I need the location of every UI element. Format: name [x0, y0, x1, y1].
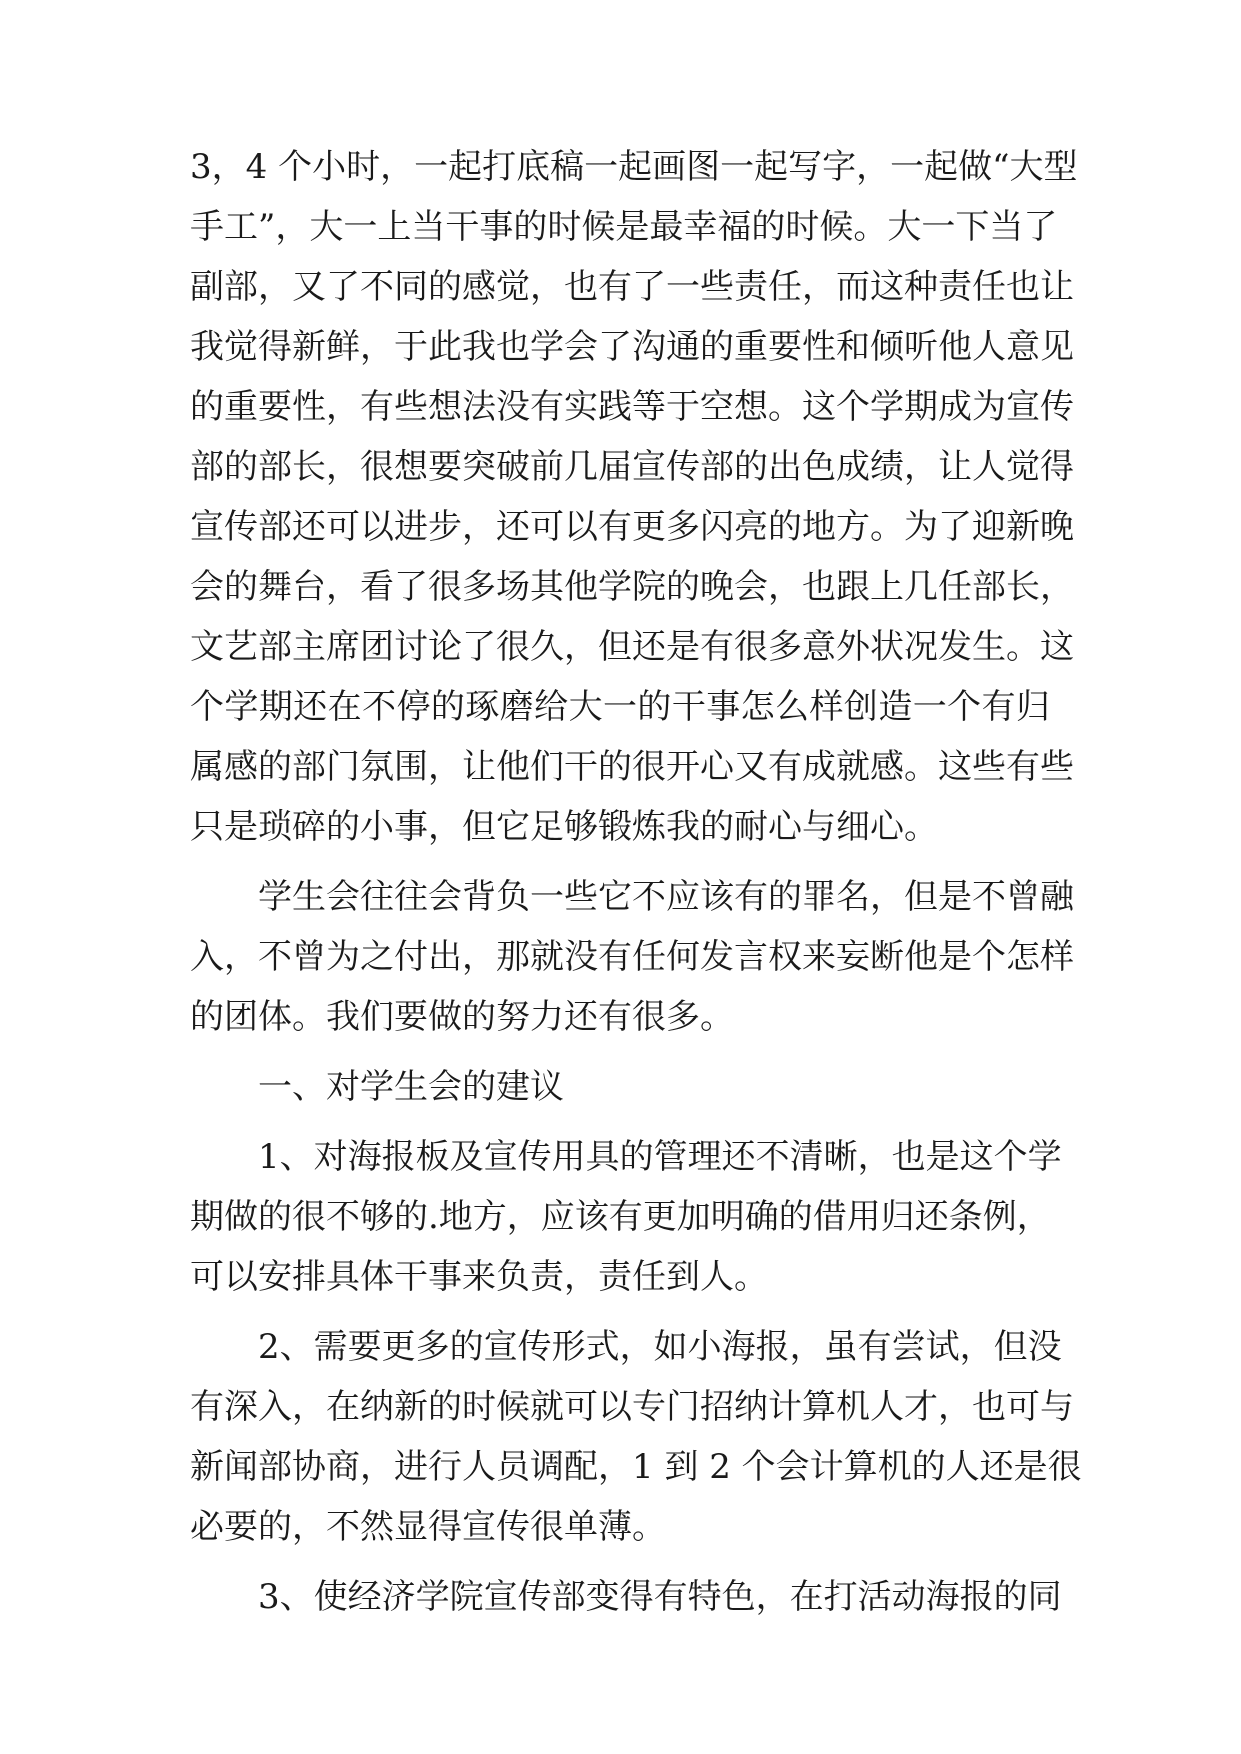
list-item-first-line: 2、需要更多的宣传形式，如小海报，虽有尝试，但没 [258, 1327, 1062, 1367]
text-line: 可以安排具体干事来负责，责任到人。 [190, 1257, 768, 1297]
text-line: 3，4 个小时，一起打底稿一起画图一起写字，一起做“大型 [190, 147, 1078, 187]
text-line: 入，不曾为之付出，那就没有任何发言权来妄断他是个怎样 [190, 937, 1074, 977]
text-line: 我觉得新鲜，于此我也学会了沟通的重要性和倾听他人意见 [190, 327, 1074, 367]
text-line: 手工”，大一上当干事的时候是最幸福的时候。大一下当了 [190, 207, 1058, 247]
text-line: 个学期还在不停的琢磨给大一的干事怎么样创造一个有归 [190, 687, 1050, 727]
text-line: 文艺部主席团讨论了很久，但还是有很多意外状况发生。这 [190, 627, 1074, 667]
section-heading: 一、对学生会的建议 [258, 1067, 564, 1107]
paragraph-first-line: 学生会往往会背负一些它不应该有的罪名，但是不曾融 [258, 877, 1074, 917]
text-line: 的团体。我们要做的努力还有很多。 [190, 997, 734, 1037]
text-line: 只是琐碎的小事，但它足够锻炼我的耐心与细心。 [190, 807, 938, 847]
text-line: 有深入，在纳新的时候就可以专门招纳计算机人才，也可与 [190, 1387, 1074, 1427]
text-line: 部的部长，很想要突破前几届宣传部的出色成绩，让人觉得 [190, 447, 1074, 487]
text-line: 宣传部还可以进步，还可以有更多闪亮的地方。为了迎新晚 [190, 507, 1074, 547]
text-line: 的重要性，有些想法没有实践等于空想。这个学期成为宣传 [190, 387, 1074, 427]
text-line: 属感的部门氛围，让他们干的很开心又有成就感。这些有些 [190, 747, 1074, 787]
text-line: 会的舞台，看了很多场其他学院的晚会，也跟上几任部长， [190, 567, 1074, 607]
list-item-first-line: 3、使经济学院宣传部变得有特色，在打活动海报的同 [258, 1577, 1062, 1617]
text-line: 期做的很不够的.地方，应该有更加明确的借用归还条例， [190, 1197, 1051, 1237]
text-line: 新闻部协商，进行人员调配，1 到 2 个会计算机的人还是很 [190, 1447, 1082, 1487]
text-line: 副部，又了不同的感觉，也有了一些责任，而这种责任也让 [190, 267, 1074, 307]
text-line: 必要的，不然显得宣传很单薄。 [190, 1507, 666, 1547]
list-item-first-line: 1、对海报板及宣传用具的管理还不清晰，也是这个学 [258, 1137, 1062, 1177]
